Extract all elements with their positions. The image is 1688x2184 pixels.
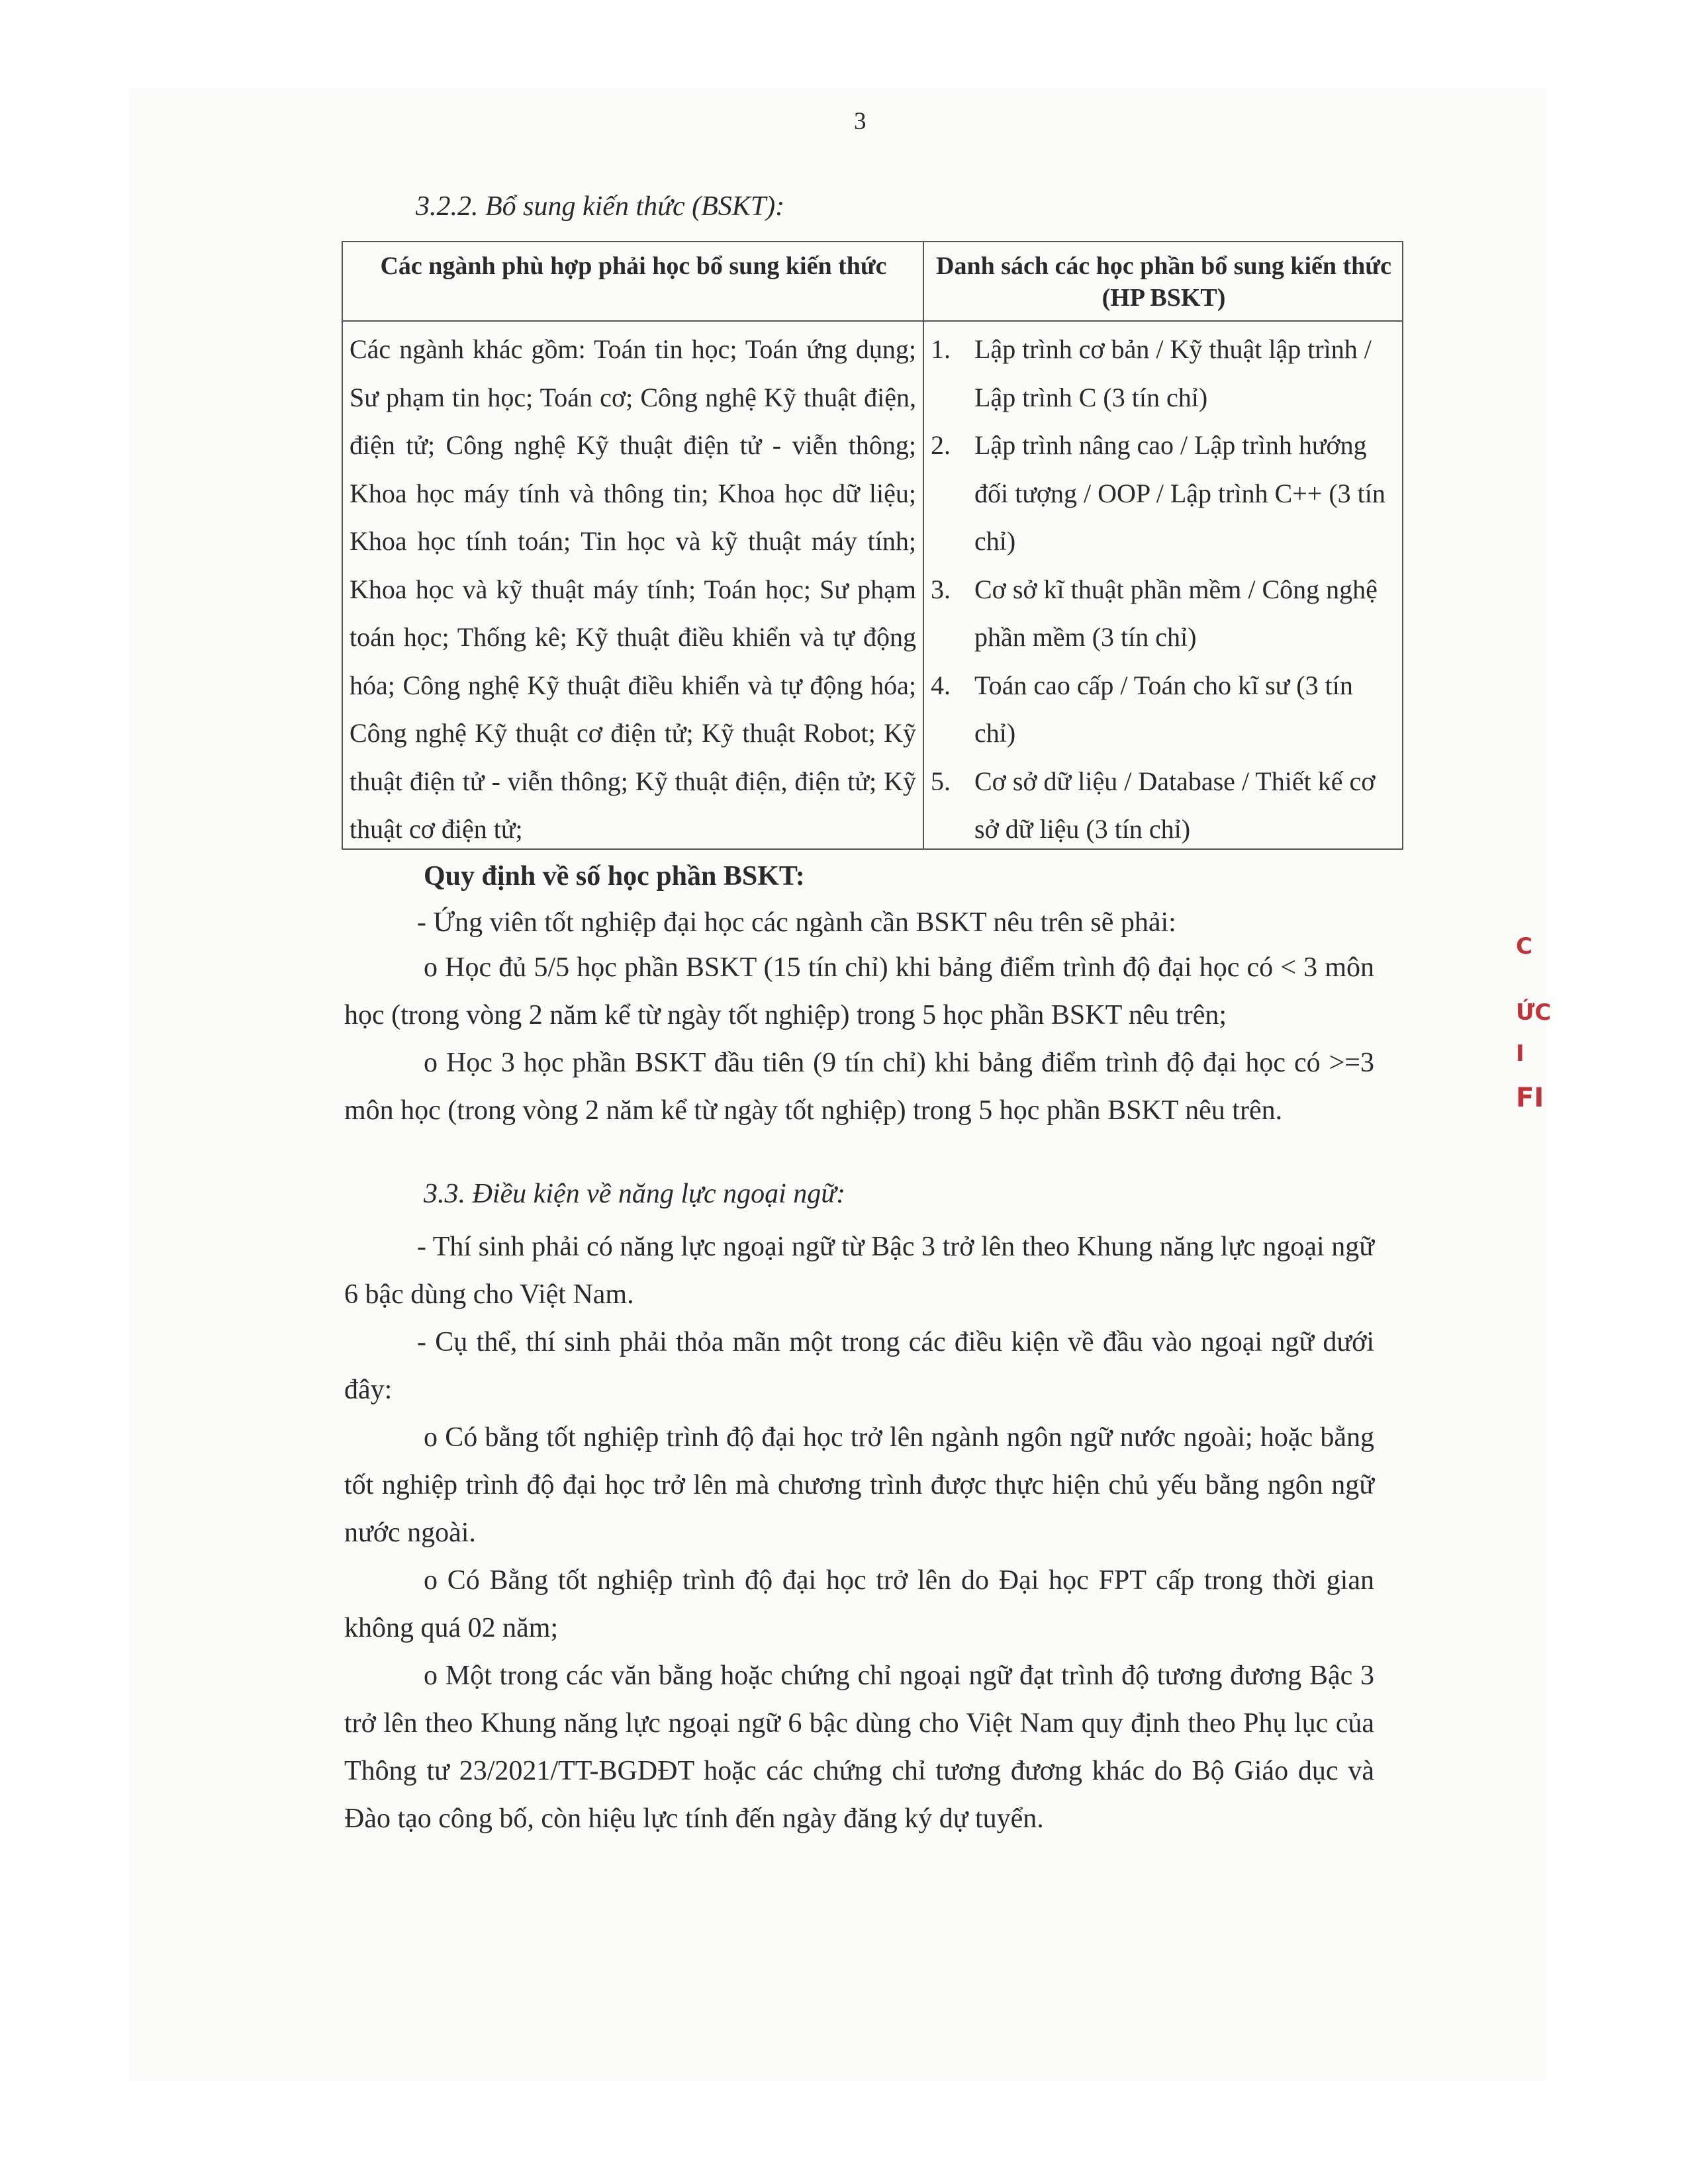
language-option-1: o Có bằng tốt nghiệp trình độ đại học trở lên ngành ngôn ngữ nước ngoài; hoặc bằng tốt nghiệp trình độ đại học trở lên mà chương trình được thực hiện chủ yếu bằng ngôn ngữ nước ngoài. [344,1422,1374,1548]
module-text: Toán cao cấp / Toán cho kĩ sư (3 tín chỉ) [974,670,1353,748]
module-number: 5. [931,766,951,796]
rules-intro: - Ứng viên tốt nghiệp đại học các ngành cần BSKT nêu trên sẽ phải: [417,907,1176,938]
stamp-fragment-1: C [1516,933,1532,960]
section-heading-3-2-2: 3.2.2. Bổ sung kiến thức (BSKT): [416,191,785,222]
rules-item-2: o Học 3 học phần BSKT đầu tiên (9 tín chỉ) khi bảng điểm trình độ đại học có >=3 môn học (trong vòng 2 năm kể từ ngày tốt nghiệp) trong 5 học phần BSKT nêu trên. [344,1048,1374,1126]
language-paragraph-2: - Cụ thể, thí sinh phải thỏa mãn một trong các điều kiện về đầu vào ngoại ngữ dưới đây: [344,1327,1374,1405]
table-header-divider [343,320,1402,322]
module-number: 3. [931,574,951,604]
rules-item-1: o Học đủ 5/5 học phần BSKT (15 tín chỉ) khi bảng điểm trình độ đại học có < 3 môn học (trong vòng 2 năm kể từ ngày tốt nghiệp) trong 5 học phần BSKT nêu trên; [344,952,1374,1030]
table-cell-majors: Các ngành khác gồm: Toán tin học; Toán ứng dụng; Sư phạm tin học; Toán cơ; Công nghệ Kỹ thuật điện, điện tử; Công nghệ Kỹ thuật điện tử - viễn thông; Khoa học máy tính và thông tin; Khoa học dữ liệu; Khoa học tính toán; Tin học và kỹ thuật máy tính; Khoa học và kỹ thuật máy tính; Toán học; Sư phạm toán học; Thống kê; Kỹ thuật điều khiển và tự động hóa; Công nghệ Kỹ thuật điều khiển và tự động hóa; Công nghệ Kỹ thuật cơ điện tử; Kỹ thuật Robot; Kỹ thuật điện tử - viễn thông; Kỹ thuật điện, điện tử; Kỹ thuật cơ điện tử; [350,334,916,844]
table-header-majors: Các ngành phù hợp phải học bổ sung kiến thức [380,252,887,280]
module-text: Lập trình cơ bản / Kỹ thuật lập trình / Lập trình C (3 tín chỉ) [974,334,1372,412]
module-number: 4. [931,670,951,700]
table-column-divider [923,242,924,848]
supplementary-knowledge-table [342,241,1403,850]
stamp-fragment-2: ỨC [1516,999,1552,1026]
module-text: Cơ sở dữ liệu / Database / Thiết kế cơ sở dữ liệu (3 tín chỉ) [974,766,1376,844]
module-number: 1. [931,334,951,364]
language-option-2: o Có Bằng tốt nghiệp trình độ đại học trở lên do Đại học FPT cấp trong thời gian không quá 02 năm; [344,1565,1374,1643]
module-number: 2. [931,430,951,460]
module-text: Cơ sở kĩ thuật phần mềm / Công nghệ phần mềm (3 tín chỉ) [974,574,1378,652]
rules-heading: Quy định về số học phần BSKT: [424,861,805,891]
module-item [931,326,1394,422]
language-paragraph-1: - Thí sinh phải có năng lực ngoại ngữ từ Bậc 3 trở lên theo Khung năng lực ngoại ngữ 6 bậc dùng cho Việt Nam. [344,1232,1374,1310]
module-item [931,566,1394,662]
table-header-modules: Danh sách các học phần bổ sung kiến thức (HP BSKT) [936,252,1391,312]
module-item [931,422,1394,566]
stamp-fragment-4: FI [1516,1083,1544,1113]
page-number: 3 [854,108,867,135]
stamp-fragment-3: I [1516,1040,1524,1067]
section-heading-3-3: 3.3. Điều kiện về năng lực ngoại ngữ: [424,1179,846,1209]
module-list [931,326,1394,854]
module-item [931,758,1394,854]
language-option-3: o Một trong các văn bằng hoặc chứng chỉ ngoại ngữ đạt trình độ tương đương Bậc 3 trở lên theo Khung năng lực ngoại ngữ 6 bậc dùng cho Việt Nam quy định theo Phụ lục của Thông tư 23/2021/TT-BGDĐT hoặc các chứng chỉ tương đương khác do Bộ Giáo dục và Đào tạo công bố, còn hiệu lực tính đến ngày đăng ký dự tuyển. [344,1661,1374,1834]
module-text: Lập trình nâng cao / Lập trình hướng đối tượng / OOP / Lập trình C++ (3 tín chỉ) [974,430,1385,556]
module-item [931,662,1394,758]
